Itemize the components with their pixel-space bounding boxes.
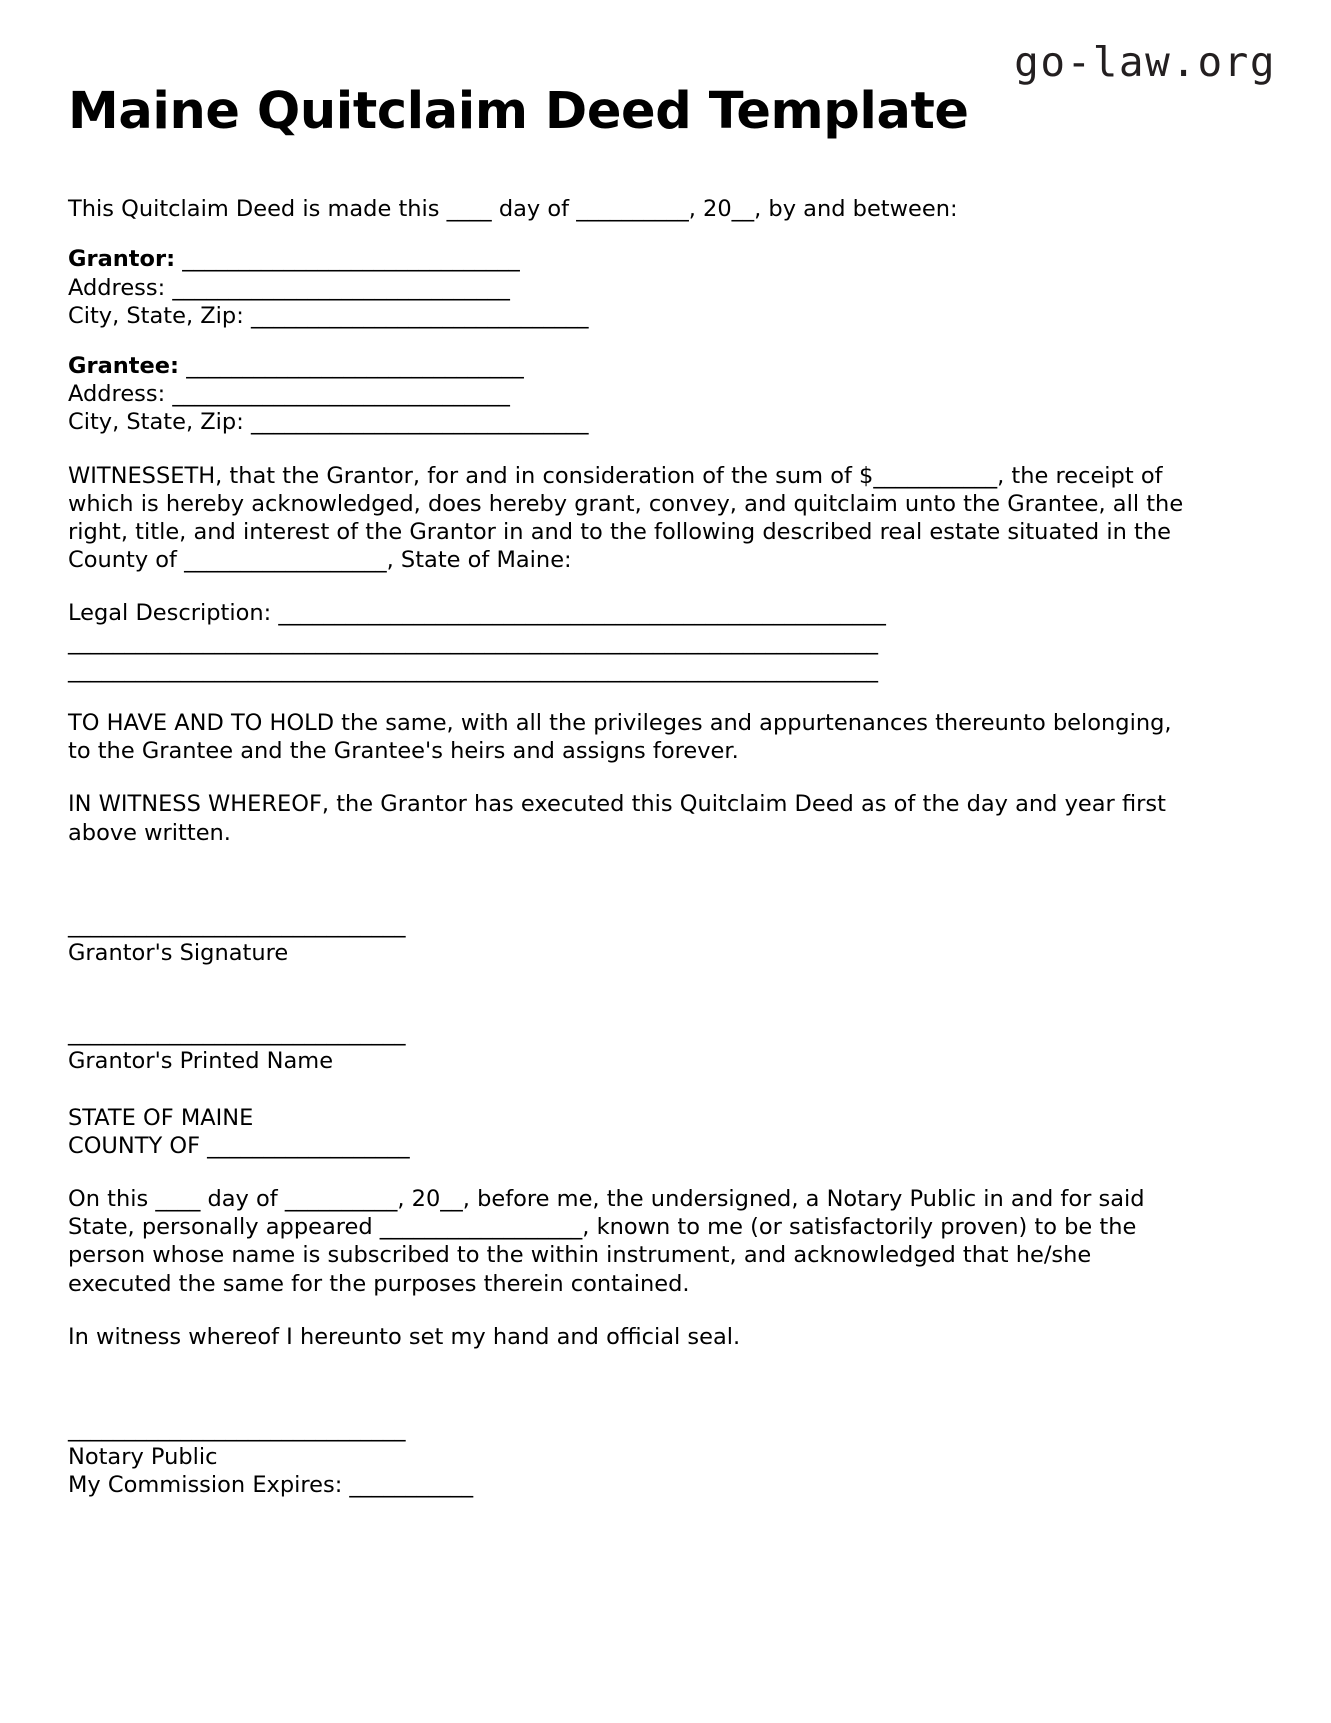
- notary-signature-rule[interactable]: ______________________________: [68, 1415, 406, 1442]
- legal-description-rule-1[interactable]: ________________________________________________________________________: [68, 628, 878, 655]
- spacer: [68, 967, 1188, 1019]
- grantee-name-label: Grantee:: [68, 352, 180, 379]
- grantee-address-label: Address:: [68, 381, 166, 408]
- notary-acknowledgment-paragraph: On this ____ day of __________, 20__, before me, the undersigned, a Notary Public in and for said State, personally appeared __________________, known to me (or satisfactorily proven) to be the person whose name is subscribed to the within instrument, and acknowledged that he/she executed the same for the purposes therein contained.: [68, 1185, 1145, 1297]
- grantee-city-label: City, State, Zip:: [68, 409, 244, 436]
- notary-seal-statement: In witness whereof I hereunto set my hand and official seal.: [68, 1323, 741, 1350]
- spacer: [68, 330, 1188, 352]
- page-title: Maine Quitclaim Deed Template: [68, 82, 969, 141]
- grantor-printed-name-label: Grantor's Printed Name: [68, 1048, 334, 1075]
- grantee-name-blank[interactable]: ______________________________: [179, 352, 524, 379]
- spacer: [68, 684, 1188, 709]
- notary-public-label: Notary Public: [68, 1444, 218, 1471]
- spacer: [68, 765, 1188, 790]
- intro-paragraph: This Quitclaim Deed is made this ____ day of __________, 20__, by and between:: [68, 196, 958, 223]
- in-witness-whereof-paragraph: IN WITNESS WHEREOF, the Grantor has executed this Quitclaim Deed as of the day and year first above written.: [68, 791, 1166, 846]
- grantor-city-blank[interactable]: ______________________________: [243, 302, 589, 329]
- grantor-address-blank[interactable]: ______________________________: [165, 274, 510, 301]
- county-of-line[interactable]: COUNTY OF __________________: [68, 1132, 410, 1159]
- habendum-paragraph: TO HAVE AND TO HOLD the same, with all the privileges and appurtenances thereunto belonging, to the Grantee and the Grantee's heirs and assigns forever.: [68, 709, 1172, 765]
- grantee-address-row: [68, 380, 1188, 408]
- grantor-name-blank[interactable]: ______________________________: [175, 246, 520, 273]
- grantor-signature-label: Grantor's Signature: [68, 939, 289, 966]
- grantor-name-row: [68, 245, 1188, 273]
- spacer: [68, 1351, 1188, 1415]
- grantor-city-label: City, State, Zip:: [68, 302, 244, 329]
- grantor-city-row: [68, 302, 1188, 330]
- grantor-printed-name-rule[interactable]: ______________________________: [68, 1020, 406, 1047]
- grantee-city-row: [68, 408, 1188, 436]
- spacer: [68, 437, 1188, 462]
- spacer: [68, 847, 1188, 911]
- commission-expires-line[interactable]: My Commission Expires: ___________: [68, 1472, 474, 1499]
- grantor-name-label: Grantor:: [68, 246, 176, 273]
- spacer: [68, 1076, 1188, 1104]
- grantor-address-label: Address:: [68, 274, 166, 301]
- legal-description-rule-2[interactable]: ________________________________________________________________________: [68, 656, 878, 683]
- grantee-address-blank[interactable]: ______________________________: [165, 381, 510, 408]
- grantee-name-row: [68, 352, 1188, 380]
- witnesseth-paragraph: WITNESSETH, that the Grantor, for and in consideration of the sum of $___________, the receipt of which is hereby acknowledged, does hereby grant, convey, and quitclaim unto the Grantee, all the right, title, and interest of the Grantor in and to the following described real estate situated in the County of __________________, State of Maine:: [68, 462, 1184, 574]
- grantor-address-row: [68, 274, 1188, 302]
- state-of-maine-line: STATE OF MAINE: [68, 1104, 254, 1131]
- grantor-signature-rule[interactable]: ______________________________: [68, 911, 406, 938]
- document-content: [68, 0, 1188, 1500]
- spacer: [68, 574, 1188, 599]
- spacer: [68, 140, 1188, 195]
- site-watermark: go-law.org: [1014, 38, 1276, 86]
- legal-description-row[interactable]: Legal Description: ______________________________________________________: [68, 600, 886, 627]
- spacer: [68, 1298, 1188, 1323]
- grantee-city-blank[interactable]: ______________________________: [243, 409, 589, 436]
- spacer: [68, 1160, 1188, 1185]
- spacer: [68, 223, 1188, 245]
